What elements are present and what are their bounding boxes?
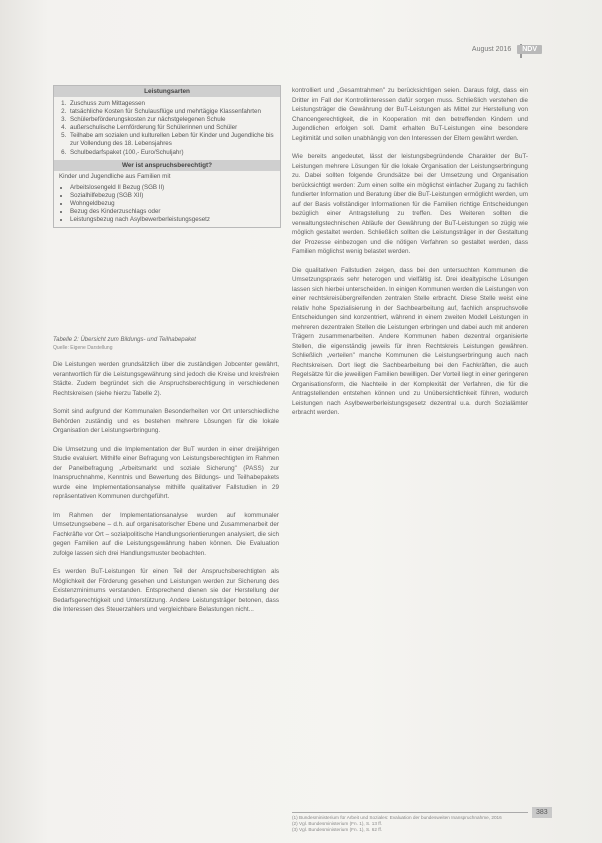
left-column bbox=[53, 360, 279, 624]
paragraph: Die Leistungen werden grundsätzlich über die zuständigen Jobcenter gewährt, verantwortlich für die Leistungsgewährung sind jedoch die Kreise und kreisfreien Städte. Zudem begründet sich die Anspruchsberechtigung in verschiedenen Rechtskreisen (siehe hierzu Tabelle 2). bbox=[53, 361, 279, 397]
list-item: • Sozialhilfebezug (SGB XII) bbox=[70, 192, 276, 200]
paragraph: Die qualitativen Fallstudien zeigen, dass bei den untersuchten Kommunen die Umsetzungspraxis sehr heterogen und vielfältig ist. Drei idealtypische Lösungen lassen sich hierbei unterscheiden. In einigen Kommunen werden die Leistungen von einer rechtskreisübergreifenden zentralen Stelle erbracht. Diese Stelle weist eine relativ hohe Spezialisierung in der Sachbearbeitung auf, fachlich anspruchsvolle Entscheidungen sind konzentriert, während in einem zweiten Modell Leistungen in mehreren dezentralen Stellen die Leistungen erbringen und dabei auch mit anderen Trägern zusammenarbeiten. Andere Kommunen haben dezentral organisierte Stellen, die eigenständig jeweils für ihren Rechtskreis Leistungen gewähren. Schließlich „verteilen" manche Kommunen die Leistungserbringung auch nach Rechtskreisen. Dort liegt die Sachbearbeitung bei den Fachkräften, die auch Regelsätze für die jeweiligen Familien bewilligen. Der Vorteil liegt in einer geringeren Organisationsform, die Nachteile in der Komplexität der Verfahren, die für die Antragstellenden entstehen können und zu Unübersichtlichkeit führen, wodurch Leistungen nach Asylbewerberleistungsgesetz dezentral u.a. durch Sozialämter erbracht werden. bbox=[292, 266, 528, 416]
paragraph: Es werden BuT-Leistungen für einen Teil der Anspruchsberechtigten als Möglichkeit der Förderung gesehen und Leistungen werden zur Sicherung des Existenzminimums verstanden. Entsprechend dienen sie der Herstellung der Bedarfsgerechtigkeit und Unterstützung. Andere Leistungsträger betonen, dass die Interessen des Steuerzahlers und vergleichbare Belastungen nicht... bbox=[53, 568, 279, 613]
list-item: 2. tatsächliche Kosten für Schulausflüge und mehrtägige Klassenfahrten bbox=[68, 108, 276, 116]
list-item: 6. Schulbedarfspaket (100,- Euro/Schuljahr) bbox=[68, 149, 276, 157]
page-header bbox=[472, 45, 542, 54]
header-badge: NDV bbox=[517, 45, 542, 54]
paragraph: Somit sind aufgrund der Kommunalen Besonderheiten vor Ort unterschiedliche Behörden zuständig und es bestehen mehrere Lösungen für die lokale Organisation der Leistungserbringung. bbox=[53, 408, 279, 434]
paragraph: Wie bereits angedeutet, lässt der leistungsbegründende Charakter der BuT-Leistungen mehrere Lösungen für die lokale Organisation der Leistungserbringung zu. Dabei sollten folgende Grundsätze bei der Umsetzung und Organisation berücksichtigt werden: Zum einen sollte ein möglichst einfacher Zugang zu fachlich fundierter Information und Beratung über die BuT-Leistungen ermöglicht werden, um auf der Basis vollständiger Informationen für die Familien richtige Entscheidungen bezüglich einer Antragstellung zu treffen. Des Weiteren sollten die verwaltungstechnischen Abläufe der Gewährung der BuT-Leistungen so zügig wie möglich gestaltet werden. Schließlich sollten die Leistungsträger in der Gestaltung der Prozesse einbezogen und die nötigen Verfahren so gestaltet werden, dass Familien möglichst wenig belastet werden. bbox=[292, 153, 528, 255]
footnote: (3) Vgl. Bundesministerium (Fn. 1), S. 62 ff. bbox=[292, 827, 383, 832]
footnote: (1) Bundesministerium für Arbeit und Soziales: Evaluation der bundesweiten Inanspruchnahme, 2016 bbox=[292, 815, 502, 820]
paragraph: Die Umsetzung und die Implementation der BuT wurden in einer dreijährigen Studie evaluiert. Mithilfe einer Befragung von Leistungsberechtigten im Rahmen der Panelbefragung „Arbeitsmarkt und soziale Sicherung" (PASS) zur Inanspruchnahme, Kenntnis und Bewertung des Bildungs- und Teilhabepakets wurde eine Implementationsanalyse mithilfe qualitativer Fallstudien in 29 repräsentativen Kommunen durchgeführt. bbox=[53, 445, 279, 500]
info-table bbox=[53, 85, 281, 228]
list-item: • Arbeitslosengeld II Bezug (SGB II) bbox=[70, 184, 276, 192]
list-item: • Leistungsbezug nach Asylbewerberleistungsgesetz bbox=[70, 216, 276, 224]
table-caption: Tabelle 2: Übersicht zum Bildungs- und Teilhabepaket bbox=[53, 337, 196, 343]
services-list bbox=[68, 100, 276, 157]
table-heading-services: Leistungsarten bbox=[54, 86, 280, 97]
eligibility-intro: Kinder und Jugendliche aus Familien mit bbox=[59, 172, 171, 180]
footnotes bbox=[292, 812, 528, 833]
paragraph: kontrolliert und „Gesamtrahmen" zu berücksichtigen seien. Daraus folgt, dass ein Dritter im Fall der Kontrollinteressen dafür sorgen muss. Schließlich verstehen die Leistungsträger die Gewährung der BuT-Leistungen als Mittel zur Herstellung von Chancengerechtigkeit, die in Kooperation mit den betreffenden Kindern und Jugendlichen erfolgen soll. Damit erhalten BuT-Leistungen eine besondere Legitimität und sollen unabhängig von den Interessen der Eltern gewährt werden. bbox=[292, 87, 528, 142]
list-item: 3. Schülerbeförderungskosten zur nächstgelegenen Schule bbox=[68, 116, 276, 124]
table-source: Quelle: Eigene Darstellung bbox=[53, 345, 113, 351]
list-item: • Bezug des Kinderzuschlags oder bbox=[70, 208, 276, 216]
header-date: August 2016 bbox=[471, 46, 512, 53]
footnote: (2) Vgl. Bundesministerium (Fn. 1), S. 13 ff. bbox=[292, 821, 383, 826]
list-item: 5. Teilhabe am sozialen und kulturellen Leben für Kinder und Jugendliche bis zur Vollendung des 18. Lebensjahres bbox=[68, 132, 276, 148]
page-number: 383 bbox=[532, 807, 552, 818]
paragraph: Im Rahmen der Implementationsanalyse wurden auf kommunaler Umsetzungsebene – d.h. auf organisatorischer Ebene und Zusammenarbeit der Fachkräfte vor Ort – sozialpolitische Handlungsorientierungen analysiert, die sich gegen Familien auf die Leistungsgewährung haben können. Die Evaluation zufolge lassen sich drei Handlungsmuster beobachten. bbox=[53, 511, 279, 557]
list-item: 1. Zuschuss zum Mittagessen bbox=[68, 100, 276, 108]
eligibility-list bbox=[62, 184, 276, 224]
list-item: 4. außerschulische Lernförderung für Schülerinnen und Schüler bbox=[68, 124, 276, 132]
right-column bbox=[292, 86, 528, 427]
table-heading-eligibility: Wer ist anspruchsberechtigt? bbox=[54, 160, 280, 171]
list-item: • Wohngeldbezug bbox=[70, 200, 276, 208]
